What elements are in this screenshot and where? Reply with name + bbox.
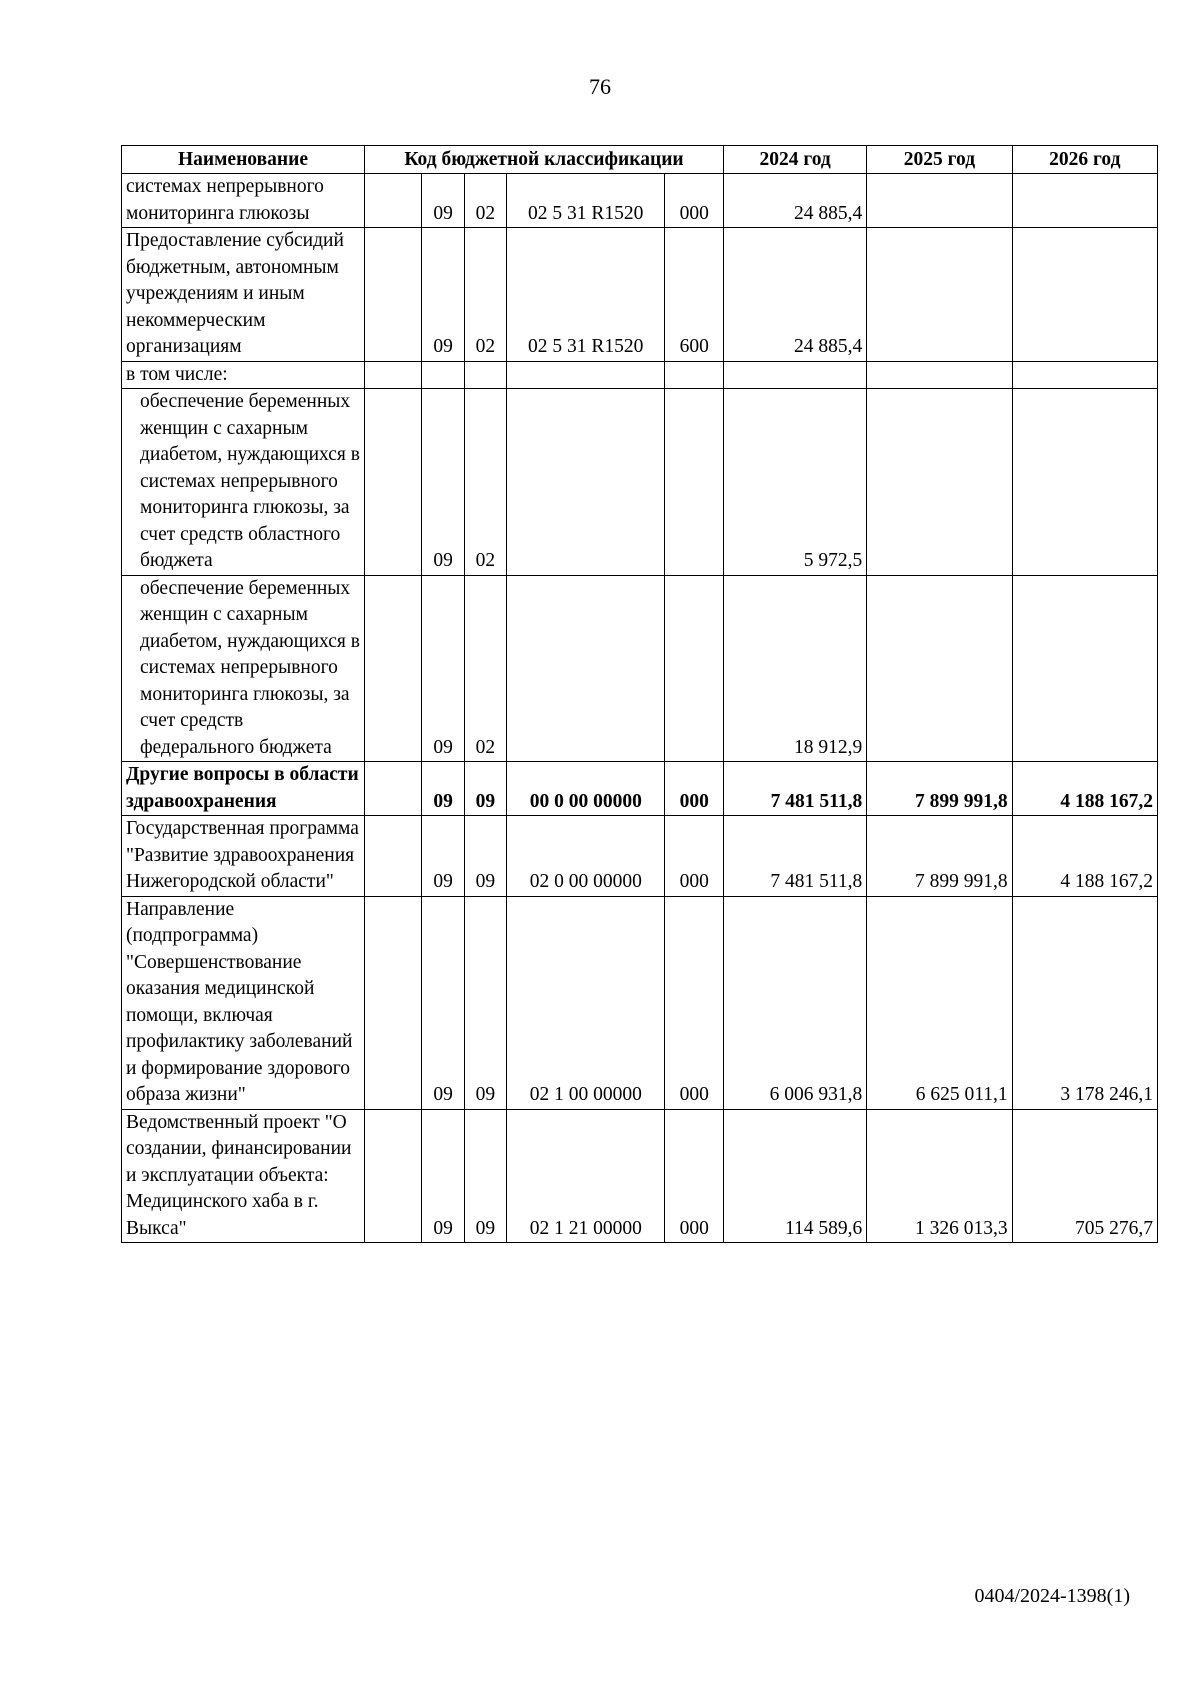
row-code-target: 02 5 31 R1520	[507, 174, 665, 228]
row-2026: 3 178 246,1	[1012, 896, 1157, 1109]
table-row	[122, 1109, 1158, 1243]
row-name: обеспечение беременных женщин с сахарным диабетом, нуждающихся в системах непрерывного мониторинга глюкозы, за счет средств федерального бюджета	[140, 577, 360, 758]
header-name: Наименование	[122, 146, 365, 174]
row-2025	[867, 575, 1012, 762]
row-code-type: 000	[665, 896, 724, 1109]
row-code-subsection: 02	[464, 389, 506, 576]
row-code-1	[364, 896, 421, 1109]
row-code-type: 600	[665, 228, 724, 362]
row-2026	[1012, 174, 1157, 228]
row-2024: 114 589,6	[724, 1109, 867, 1243]
row-2025: 1 326 013,3	[867, 1109, 1012, 1243]
row-code-1	[364, 762, 421, 816]
row-code-subsection: 09	[464, 816, 506, 897]
row-code-type	[665, 361, 724, 389]
header-code: Код бюджетной классификации	[364, 146, 723, 174]
row-code-subsection: 02	[464, 174, 506, 228]
row-2026	[1012, 228, 1157, 362]
row-code-type: 000	[665, 762, 724, 816]
row-2024: 5 972,5	[724, 389, 867, 576]
row-2024: 24 885,4	[724, 174, 867, 228]
row-code-section: 09	[422, 896, 464, 1109]
row-code-target	[507, 389, 665, 576]
row-code-target: 02 0 00 00000	[507, 816, 665, 897]
row-code-section: 09	[422, 174, 464, 228]
table-row	[122, 816, 1158, 897]
row-code-1	[364, 575, 421, 762]
table-row	[122, 389, 1158, 576]
row-name: Другие вопросы в области здравоохранения	[122, 762, 365, 816]
row-code-1	[364, 228, 421, 362]
header-2026: 2026 год	[1012, 146, 1157, 174]
row-code-subsection: 09	[464, 762, 506, 816]
table-row	[122, 174, 1158, 228]
row-code-target: 02 5 31 R1520	[507, 228, 665, 362]
table-row	[122, 361, 1158, 389]
row-2024: 7 481 511,8	[724, 816, 867, 897]
row-code-1	[364, 1109, 421, 1243]
header-2024: 2024 год	[724, 146, 867, 174]
row-name: системах непрерывного мониторинга глюкозы	[122, 174, 365, 228]
row-code-section: 09	[422, 816, 464, 897]
row-2026	[1012, 361, 1157, 389]
row-code-type	[665, 389, 724, 576]
row-2026	[1012, 575, 1157, 762]
table-header-row	[122, 146, 1158, 174]
row-code-type	[665, 575, 724, 762]
row-name-cell	[122, 575, 365, 762]
row-code-subsection: 02	[464, 575, 506, 762]
row-2024: 24 885,4	[724, 228, 867, 362]
table-row	[122, 762, 1158, 816]
row-2024: 7 481 511,8	[724, 762, 867, 816]
row-code-section: 09	[422, 575, 464, 762]
row-code-1	[364, 389, 421, 576]
row-code-target: 02 1 00 00000	[507, 896, 665, 1109]
row-2026: 4 188 167,2	[1012, 762, 1157, 816]
row-code-target: 00 0 00 00000	[507, 762, 665, 816]
table-row	[122, 896, 1158, 1109]
row-code-type: 000	[665, 174, 724, 228]
row-code-1	[364, 816, 421, 897]
row-name: Государственная программа "Развитие здравоохранения Нижегородской области"	[122, 816, 365, 897]
row-2024	[724, 361, 867, 389]
row-2025	[867, 361, 1012, 389]
row-code-section: 09	[422, 389, 464, 576]
row-2025: 7 899 991,8	[867, 816, 1012, 897]
row-2024: 6 006 931,8	[724, 896, 867, 1109]
row-code-subsection: 02	[464, 228, 506, 362]
table-row	[122, 228, 1158, 362]
row-code-section: 09	[422, 1109, 464, 1243]
row-2025: 6 625 011,1	[867, 896, 1012, 1109]
row-name: Ведомственный проект "О создании, финансировании и эксплуатации объекта: Медицинского хаба в г. Выкса"	[122, 1109, 365, 1243]
budget-table	[121, 145, 1158, 1243]
row-code-1	[364, 174, 421, 228]
row-2025	[867, 228, 1012, 362]
row-name-cell	[122, 389, 365, 576]
page-number: 76	[589, 74, 611, 99]
row-2024: 18 912,9	[724, 575, 867, 762]
row-code-subsection: 09	[464, 896, 506, 1109]
row-code-section: 09	[422, 228, 464, 362]
row-code-target: 02 1 21 00000	[507, 1109, 665, 1243]
row-code-subsection: 09	[464, 1109, 506, 1243]
row-2025: 7 899 991,8	[867, 762, 1012, 816]
row-2025	[867, 389, 1012, 576]
row-code-type: 000	[665, 816, 724, 897]
row-code-target	[507, 575, 665, 762]
row-name: Предоставление субсидий бюджетным, автономным учреждениям и иным некоммерческим организациям	[122, 228, 365, 362]
row-2025	[867, 174, 1012, 228]
row-code-1	[364, 361, 421, 389]
row-name: в том числе:	[122, 361, 365, 389]
row-code-subsection	[464, 361, 506, 389]
row-name: Направление (подпрограмма) "Совершенствование оказания медицинской помощи, включая профилактику заболеваний и формирование здорового образа жизни"	[122, 896, 365, 1109]
table-row	[122, 575, 1158, 762]
header-2025: 2025 год	[867, 146, 1012, 174]
row-code-type: 000	[665, 1109, 724, 1243]
row-2026: 4 188 167,2	[1012, 816, 1157, 897]
row-code-target	[507, 361, 665, 389]
row-2026	[1012, 389, 1157, 576]
row-2026: 705 276,7	[1012, 1109, 1157, 1243]
row-code-section	[422, 361, 464, 389]
row-code-section: 09	[422, 762, 464, 816]
row-name: обеспечение беременных женщин с сахарным диабетом, нуждающихся в системах непрерывного мониторинга глюкозы, за счет средств областного бюджета	[140, 391, 360, 571]
document-code: 0404/2024-1398(1)	[974, 1585, 1130, 1607]
